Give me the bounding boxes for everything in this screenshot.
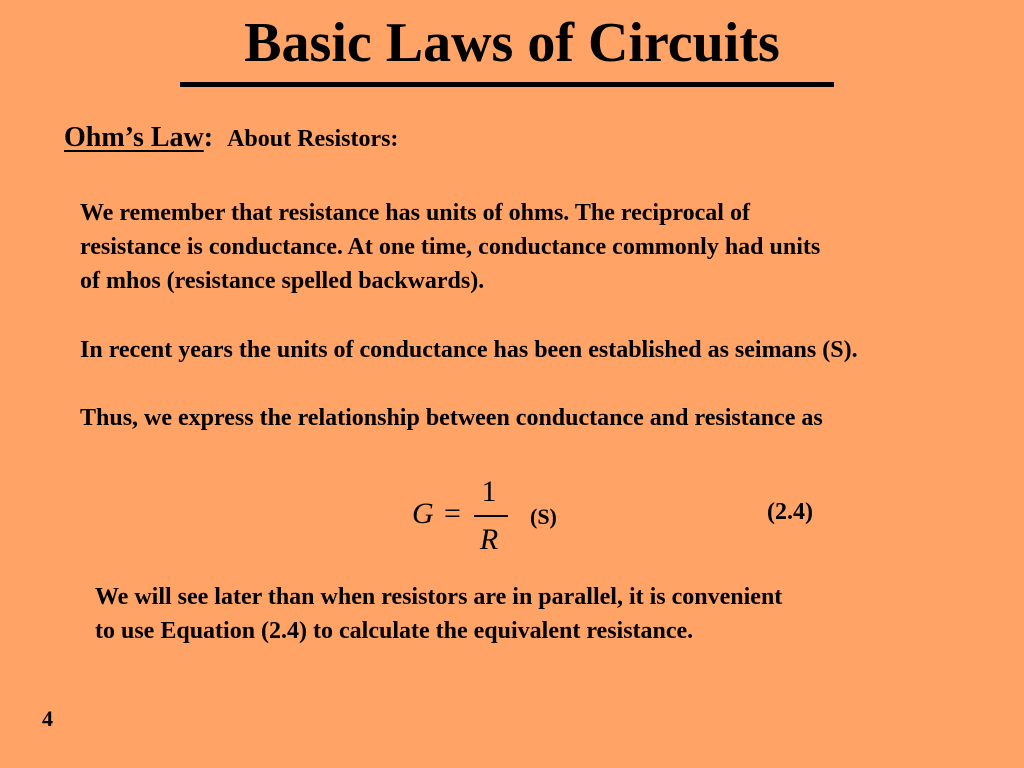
paragraph-line: to use Equation (2.4) to calculate the equivalent resistance. bbox=[95, 618, 694, 644]
paragraph-siemens: In recent years the units of conductance has been established as seimans (S). bbox=[80, 337, 858, 363]
section-heading bbox=[64, 122, 398, 154]
equation-number: (2.4) bbox=[767, 499, 813, 525]
page-number: 4 bbox=[42, 706, 53, 731]
section-colon: : bbox=[203, 122, 214, 153]
paragraph-line: resistance is conductance. At one time, conductance commonly had units bbox=[80, 234, 821, 260]
paragraph-resistance-units bbox=[80, 196, 820, 298]
paragraph-line: We remember that resistance has units of ohms. The reciprocal of bbox=[80, 200, 750, 226]
slide-title: Basic Laws of Circuits bbox=[244, 12, 780, 74]
equation-numerator: 1 bbox=[481, 475, 497, 508]
conductance-equation bbox=[412, 476, 572, 558]
equation-unit: (S) bbox=[530, 504, 557, 529]
section-name: Ohm’s Law bbox=[64, 122, 204, 153]
equation-denominator: R bbox=[479, 523, 499, 556]
paragraph-relationship: Thus, we express the relationship between conductance and resistance as bbox=[80, 405, 823, 431]
section-subtitle: About Resistors: bbox=[227, 126, 399, 152]
paragraph-line: of mhos (resistance spelled backwards). bbox=[80, 268, 485, 294]
title-underline bbox=[180, 82, 834, 87]
equation-equals: = bbox=[444, 497, 461, 530]
paragraph-parallel bbox=[95, 580, 782, 648]
paragraph-line: We will see later than when resistors are in parallel, it is convenient bbox=[95, 584, 783, 610]
equation-lhs: G bbox=[412, 497, 434, 530]
fraction-bar bbox=[474, 515, 508, 517]
